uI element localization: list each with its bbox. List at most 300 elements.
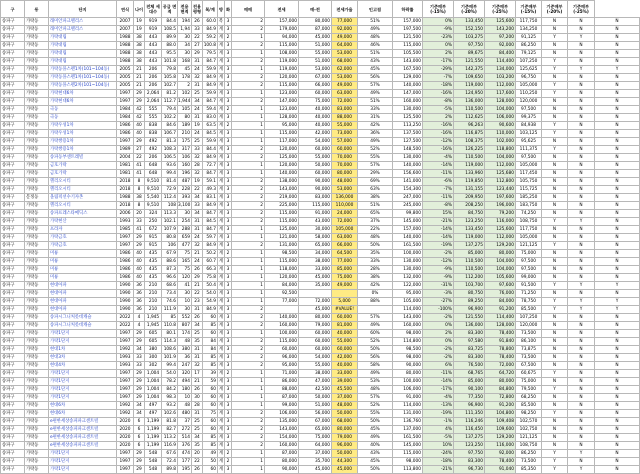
- table-cell[interactable]: N: [568, 154, 595, 162]
- table-cell[interactable]: 143,000: [393, 58, 423, 66]
- table-cell[interactable]: N: [568, 106, 595, 114]
- table-cell[interactable]: 계: [218, 458, 224, 464]
- table-cell[interactable]: 135,000: [265, 418, 299, 426]
- table-cell[interactable]: N: [542, 346, 568, 354]
- table-cell[interactable]: 97,500: [516, 106, 542, 114]
- table-cell[interactable]: 114.3: [162, 338, 178, 346]
- table-cell[interactable]: N: [595, 210, 640, 218]
- table-cell[interactable]: 36: [178, 354, 192, 362]
- table-row[interactable]: [1, 330, 640, 338]
- table-cell[interactable]: 103,125: [516, 130, 542, 138]
- table-cell[interactable]: N: [595, 138, 640, 146]
- table-cell[interactable]: 99,375: [516, 114, 542, 122]
- table-cell[interactable]: 1,004: [145, 386, 162, 394]
- table-cell[interactable]: 88.6: [162, 258, 178, 266]
- table-cell[interactable]: 57%: [358, 162, 393, 170]
- table-cell[interactable]: 197,500: [393, 26, 423, 34]
- table-cell[interactable]: 계: [218, 442, 224, 448]
- table-cell[interactable]: 송파구: [1, 18, 25, 26]
- table-cell[interactable]: 84.9: [203, 242, 218, 250]
- table-cell[interactable]: 39,000: [332, 378, 358, 386]
- table-cell[interactable]: 140,000: [393, 82, 423, 90]
- table-cell[interactable]: 29: [134, 386, 145, 394]
- table-cell[interactable]: 125,000: [265, 154, 299, 162]
- table-cell[interactable]: 1: [232, 138, 265, 146]
- table-cell[interactable]: N: [542, 42, 568, 50]
- table-cell[interactable]: N: [542, 194, 568, 202]
- table-cell[interactable]: 가락동: [25, 50, 49, 58]
- table-cell[interactable]: 1988: [117, 50, 134, 58]
- table-cell[interactable]: 2: [232, 338, 265, 346]
- table-cell[interactable]: 119,850: [454, 178, 485, 186]
- table-cell[interactable]: 3: [225, 330, 232, 338]
- table-cell[interactable]: 20: [134, 210, 145, 218]
- table-cell[interactable]: N: [568, 442, 595, 450]
- table-cell[interactable]: 2%: [423, 330, 454, 338]
- table-cell[interactable]: N: [595, 18, 640, 26]
- table-cell[interactable]: 현대아파: [49, 282, 117, 290]
- table-cell[interactable]: Y: [542, 34, 568, 42]
- table-cell[interactable]: 39: [203, 370, 218, 378]
- table-row[interactable]: [1, 442, 640, 450]
- table-cell[interactable]: 40%: [358, 442, 393, 450]
- table-cell[interactable]: 30: [178, 290, 192, 298]
- table-cell[interactable]: 63%: [358, 186, 393, 194]
- table-cell[interactable]: 3: [225, 306, 232, 314]
- table-cell[interactable]: 2018: [117, 202, 134, 210]
- table-cell[interactable]: 78,400: [485, 458, 516, 466]
- table-cell[interactable]: 60,000: [265, 346, 299, 354]
- table-cell[interactable]: 143,000: [265, 426, 299, 434]
- table-cell[interactable]: 3: [225, 346, 232, 354]
- table-cell[interactable]: 프라자: [49, 226, 117, 234]
- table-cell[interactable]: 1986: [117, 122, 134, 130]
- table-cell[interactable]: 84: [203, 338, 218, 346]
- table-cell[interactable]: 극동: [49, 114, 117, 122]
- table-cell[interactable]: 49%: [358, 434, 393, 442]
- table-cell[interactable]: 가락동: [25, 346, 49, 354]
- table-cell[interactable]: 210: [145, 290, 162, 298]
- table-cell[interactable]: 가락동: [25, 114, 49, 122]
- table-cell[interactable]: 79,125: [516, 50, 542, 58]
- table-cell[interactable]: 송파구: [1, 330, 25, 338]
- table-cell[interactable]: 1997: [117, 90, 134, 98]
- table-cell[interactable]: 31: [192, 306, 203, 314]
- table-cell[interactable]: 가락동: [25, 394, 49, 402]
- table-cell[interactable]: 98.3: [162, 394, 178, 402]
- table-cell[interactable]: 송파구: [1, 202, 25, 210]
- table-cell[interactable]: 477: [178, 242, 192, 250]
- table-cell[interactable]: 74.6: [162, 298, 178, 306]
- table-cell[interactable]: 29: [134, 450, 145, 458]
- table-cell[interactable]: 96,900: [454, 306, 485, 314]
- table-cell[interactable]: 128,000: [265, 114, 299, 122]
- table-cell[interactable]: N: [542, 322, 568, 330]
- table-cell[interactable]: Y: [568, 34, 595, 42]
- table-cell[interactable]: 3: [225, 98, 232, 106]
- table-cell[interactable]: 33,000: [299, 266, 332, 274]
- table-cell[interactable]: 129,000: [393, 74, 423, 82]
- column-header[interactable]: 전세: [265, 1, 299, 18]
- table-cell[interactable]: 49.3: [203, 186, 218, 194]
- table-cell[interactable]: 가락동: [25, 282, 49, 290]
- table-cell[interactable]: 443: [145, 42, 162, 50]
- table-cell[interactable]: 50%: [358, 466, 393, 474]
- table-cell[interactable]: -14%: [423, 234, 454, 242]
- table-cell[interactable]: 가락1단지: [49, 370, 117, 378]
- table-cell[interactable]: 복: [218, 18, 224, 24]
- table-cell[interactable]: 2018: [117, 178, 134, 186]
- table-cell[interactable]: 86,000: [265, 378, 299, 386]
- table-cell[interactable]: 59.9: [203, 90, 218, 98]
- table-cell[interactable]: 72.9: [162, 186, 178, 194]
- table-cell[interactable]: 136,760: [393, 418, 423, 426]
- table-cell[interactable]: 133,450: [454, 18, 485, 26]
- table-cell[interactable]: 1: [232, 290, 265, 298]
- table-cell[interactable]: 계: [218, 370, 224, 376]
- table-cell[interactable]: 120,000: [265, 74, 299, 82]
- table-cell[interactable]: 67,500: [516, 362, 542, 370]
- column-header[interactable]: 전용 면적: [178, 1, 192, 18]
- table-cell[interactable]: -8%: [423, 98, 454, 106]
- table-cell[interactable]: 26: [192, 18, 203, 26]
- table-cell[interactable]: 1: [232, 34, 265, 42]
- table-cell[interactable]: -3%: [423, 290, 454, 298]
- table-cell[interactable]: 1988: [117, 58, 134, 66]
- table-cell[interactable]: N: [568, 242, 595, 250]
- table-cell[interactable]: 1: [232, 250, 265, 258]
- table-cell[interactable]: 115,000: [265, 210, 299, 218]
- table-cell[interactable]: 2: [232, 314, 265, 322]
- table-cell[interactable]: 3: [225, 202, 232, 210]
- table-cell[interactable]: 금호가락: [49, 162, 117, 170]
- table-cell[interactable]: 1985: [117, 226, 134, 234]
- table-cell[interactable]: 30,000: [299, 226, 332, 234]
- table-cell[interactable]: 108,000: [265, 50, 299, 58]
- table-cell[interactable]: 141,000: [393, 178, 423, 186]
- table-cell[interactable]: 605: [145, 330, 162, 338]
- table-cell[interactable]: 송파구: [1, 186, 25, 194]
- table-cell[interactable]: 송파구: [1, 98, 25, 106]
- table-cell[interactable]: 49%: [358, 90, 393, 98]
- table-cell[interactable]: 53,000: [332, 74, 358, 82]
- table-cell[interactable]: N: [542, 98, 568, 106]
- table-cell[interactable]: 1990: [117, 298, 134, 306]
- table-cell[interactable]: 가락동: [25, 234, 49, 242]
- table-row[interactable]: [1, 42, 640, 50]
- table-cell[interactable]: N: [595, 50, 640, 58]
- table-cell[interactable]: 41: [178, 282, 192, 290]
- table-cell[interactable]: 계: [218, 258, 224, 264]
- table-cell[interactable]: 1,945: [145, 322, 162, 330]
- table-cell[interactable]: 104,000: [485, 154, 516, 162]
- table-cell[interactable]: 29: [192, 274, 203, 282]
- table-cell[interactable]: 1,004: [145, 370, 162, 378]
- table-cell[interactable]: 81.8: [162, 418, 178, 426]
- table-cell[interactable]: 60: [203, 386, 218, 394]
- table-cell[interactable]: -11%: [423, 370, 454, 378]
- table-cell[interactable]: Y: [542, 466, 568, 474]
- table-cell[interactable]: 80,750: [454, 290, 485, 298]
- table-cell[interactable]: 계: [218, 74, 224, 80]
- table-cell[interactable]: 60,000: [332, 346, 358, 354]
- table-cell[interactable]: 115,000: [265, 82, 299, 90]
- table-cell[interactable]: 22%: [358, 226, 393, 234]
- table-cell[interactable]: -1%: [423, 418, 454, 426]
- table-cell[interactable]: 161,500: [393, 242, 423, 250]
- table-cell[interactable]: 38%: [358, 274, 393, 282]
- table-cell[interactable]: 80,000: [299, 18, 332, 26]
- table-cell[interactable]: 145,000: [393, 218, 423, 226]
- table-cell[interactable]: 548: [145, 458, 162, 466]
- table-cell[interactable]: 미륭: [49, 274, 117, 282]
- table-cell[interactable]: N: [568, 330, 595, 338]
- table-cell[interactable]: 1997: [117, 370, 134, 378]
- table-row[interactable]: [1, 50, 640, 58]
- table-cell[interactable]: 헬리오시티: [49, 186, 117, 194]
- table-cell[interactable]: 81.3: [162, 138, 178, 146]
- table-cell[interactable]: 60,000: [299, 90, 332, 98]
- table-cell[interactable]: 2: [232, 42, 265, 50]
- table-row[interactable]: [1, 274, 640, 282]
- table-cell[interactable]: 1993: [117, 218, 134, 226]
- table-cell[interactable]: 송파구: [1, 82, 25, 90]
- table-cell[interactable]: 가락동: [25, 362, 49, 370]
- column-header[interactable]: 동: [25, 1, 49, 18]
- table-cell[interactable]: #VALUE!: [332, 306, 358, 314]
- table-cell[interactable]: 가락동: [25, 322, 49, 330]
- table-cell[interactable]: 30: [178, 34, 192, 42]
- table-cell[interactable]: Y: [595, 282, 640, 290]
- table-cell[interactable]: 27: [192, 42, 203, 50]
- table-cell[interactable]: 120,000: [516, 322, 542, 330]
- table-cell[interactable]: 120,000: [265, 146, 299, 154]
- table-cell[interactable]: N: [595, 402, 640, 410]
- table-cell[interactable]: 99,000: [516, 274, 542, 282]
- table-cell[interactable]: -9%: [423, 26, 454, 34]
- table-cell[interactable]: 29: [134, 394, 145, 402]
- table-cell[interactable]: N: [568, 122, 595, 130]
- table-cell[interactable]: 3: [225, 402, 232, 410]
- table-cell[interactable]: 115,000: [265, 218, 299, 226]
- table-cell[interactable]: N: [568, 90, 595, 98]
- table-cell[interactable]: 2: [225, 106, 232, 114]
- table-cell[interactable]: 113,800: [393, 466, 423, 474]
- table-cell[interactable]: 송파구: [1, 194, 25, 202]
- table-cell[interactable]: 계: [218, 338, 224, 344]
- table-cell[interactable]: 123,000: [265, 90, 299, 98]
- table-cell[interactable]: 가락동: [25, 178, 49, 186]
- table-cell[interactable]: 131,000: [393, 410, 423, 418]
- table-cell[interactable]: 금호가락: [49, 170, 117, 178]
- table-cell[interactable]: Y: [568, 218, 595, 226]
- table-cell[interactable]: 1990: [117, 290, 134, 298]
- table-cell[interactable]: 60: [203, 330, 218, 338]
- table-cell[interactable]: 101.8: [162, 58, 178, 66]
- table-cell[interactable]: Y: [542, 146, 568, 154]
- table-cell[interactable]: 송파구: [1, 370, 25, 378]
- table-cell[interactable]: 84.7: [203, 58, 218, 66]
- table-cell[interactable]: 계: [218, 202, 224, 208]
- table-cell[interactable]: 57%: [358, 314, 393, 322]
- table-cell[interactable]: 가락동: [25, 226, 49, 234]
- table-cell[interactable]: N: [595, 90, 640, 98]
- table-cell[interactable]: 112.7: [162, 98, 178, 106]
- table-cell[interactable]: N: [595, 250, 640, 258]
- table-cell[interactable]: 125,500: [393, 114, 423, 122]
- table-row[interactable]: [1, 122, 640, 130]
- table-cell[interactable]: 34: [192, 322, 203, 330]
- table-cell[interactable]: 113,250: [393, 122, 423, 130]
- table-cell[interactable]: 125,600: [485, 226, 516, 234]
- table-cell[interactable]: 91,200: [485, 306, 516, 314]
- table-cell[interactable]: 22: [134, 154, 145, 162]
- table-cell[interactable]: 1: [232, 266, 265, 274]
- table-cell[interactable]: 123,250: [454, 218, 485, 226]
- table-cell[interactable]: N: [595, 42, 640, 50]
- table-cell[interactable]: 66,000: [332, 242, 358, 250]
- table-cell[interactable]: 108: [162, 202, 178, 210]
- table-cell[interactable]: N: [595, 362, 640, 370]
- table-cell[interactable]: 송파구: [1, 450, 25, 458]
- table-cell[interactable]: 119,000: [454, 82, 485, 90]
- table-cell[interactable]: 31: [192, 58, 203, 66]
- table-cell[interactable]: 22: [192, 186, 203, 194]
- table-cell[interactable]: N: [595, 338, 640, 346]
- table-cell[interactable]: 40,000: [332, 330, 358, 338]
- table-cell[interactable]: 송파구: [1, 226, 25, 234]
- table-cell[interactable]: 487: [178, 178, 192, 186]
- table-cell[interactable]: 1997: [117, 338, 134, 346]
- table-cell[interactable]: 80,000: [265, 458, 299, 466]
- table-cell[interactable]: 83,725: [454, 346, 485, 354]
- table-cell[interactable]: 3: [225, 178, 232, 186]
- table-row[interactable]: [1, 26, 640, 34]
- table-row[interactable]: [1, 106, 640, 114]
- table-cell[interactable]: N: [568, 210, 595, 218]
- table-cell[interactable]: 65,000: [299, 242, 332, 250]
- table-cell[interactable]: -5%: [423, 106, 454, 114]
- table-cell[interactable]: 35,000: [299, 282, 332, 290]
- table-row[interactable]: [1, 210, 640, 218]
- table-cell[interactable]: 송파구: [1, 130, 25, 138]
- table-cell[interactable]: 68.6: [162, 282, 178, 290]
- table-cell[interactable]: 가락동: [25, 106, 49, 114]
- table-cell[interactable]: 90,000: [265, 466, 299, 474]
- table-cell[interactable]: 가락동: [25, 218, 49, 226]
- table-cell[interactable]: 송파구: [1, 178, 25, 186]
- table-cell[interactable]: 계: [218, 138, 224, 144]
- table-cell[interactable]: 54.9: [203, 298, 218, 306]
- table-cell[interactable]: 83.0: [203, 114, 218, 122]
- table-cell[interactable]: 가락동: [25, 266, 49, 274]
- table-cell[interactable]: 105,000: [516, 162, 542, 170]
- table-cell[interactable]: 85: [162, 314, 178, 322]
- table-cell[interactable]: N: [568, 290, 595, 298]
- table-cell[interactable]: 89,675: [454, 50, 485, 58]
- table-cell[interactable]: 2: [178, 82, 192, 90]
- table-cell[interactable]: 64,720: [485, 370, 516, 378]
- table-cell[interactable]: 112,200: [454, 274, 485, 282]
- table-cell[interactable]: 1: [232, 386, 265, 394]
- table-cell[interactable]: 132,000: [393, 274, 423, 282]
- table-row[interactable]: [1, 82, 640, 90]
- table-cell[interactable]: N: [595, 354, 640, 362]
- table-cell[interactable]: 179,000: [265, 26, 299, 34]
- table-cell[interactable]: 72.4: [162, 458, 178, 466]
- table-cell[interactable]: 300: [145, 354, 162, 362]
- table-cell[interactable]: 807: [178, 322, 192, 330]
- table-cell[interactable]: 84,000: [265, 282, 299, 290]
- table-cell[interactable]: 100,000: [393, 250, 423, 258]
- table-cell[interactable]: 2018: [117, 186, 134, 194]
- table-cell[interactable]: 32: [192, 170, 203, 178]
- table-cell[interactable]: 98,500: [265, 250, 299, 258]
- table-cell[interactable]: 가락현대6차: [49, 90, 117, 98]
- table-cell[interactable]: 송파구: [1, 394, 25, 402]
- table-cell[interactable]: 24: [192, 106, 203, 114]
- table-cell[interactable]: e편한세상송파파크센트럴: [49, 434, 117, 442]
- table-cell[interactable]: [265, 306, 299, 314]
- table-cell[interactable]: 121,125: [516, 434, 542, 442]
- table-cell[interactable]: 현대아파: [49, 290, 117, 298]
- table-cell[interactable]: 112,000: [485, 162, 516, 170]
- table-cell[interactable]: 2: [232, 442, 265, 450]
- table-cell[interactable]: N: [568, 434, 595, 442]
- table-cell[interactable]: 55,000: [299, 154, 332, 162]
- table-cell[interactable]: N: [542, 426, 568, 434]
- table-cell[interactable]: N: [595, 34, 640, 42]
- table-cell[interactable]: N: [542, 138, 568, 146]
- table-cell[interactable]: 2: [232, 74, 265, 82]
- table-cell[interactable]: 84,000: [485, 298, 516, 306]
- table-cell[interactable]: 117,750: [516, 18, 542, 26]
- table-cell[interactable]: -27%: [423, 298, 454, 306]
- table-cell[interactable]: 137,500: [393, 130, 423, 138]
- table-cell[interactable]: 2022: [117, 322, 134, 330]
- table-cell[interactable]: 1986: [117, 258, 134, 266]
- table-row[interactable]: [1, 194, 640, 202]
- table-cell[interactable]: 130,000: [393, 266, 423, 274]
- table-cell[interactable]: 38%: [358, 194, 393, 202]
- table-cell[interactable]: 계: [218, 250, 224, 256]
- table-cell[interactable]: Y: [542, 282, 568, 290]
- table-cell[interactable]: 103,275: [454, 34, 485, 42]
- table-cell[interactable]: 송파프레스타메딕스: [49, 210, 117, 218]
- table-cell[interactable]: 225,000: [265, 202, 299, 210]
- table-cell[interactable]: 492: [145, 146, 162, 154]
- column-header[interactable]: 기준매부 (-20%): [454, 1, 485, 18]
- table-cell[interactable]: 계: [218, 122, 224, 128]
- table-cell[interactable]: 117,750: [516, 226, 542, 234]
- table-cell[interactable]: Y: [568, 298, 595, 306]
- table-cell[interactable]: 29: [134, 370, 145, 378]
- table-row[interactable]: [1, 186, 640, 194]
- table-cell[interactable]: 9,510: [145, 202, 162, 210]
- table-cell[interactable]: 51,000: [299, 42, 332, 50]
- table-cell[interactable]: 34: [134, 410, 145, 418]
- table-cell[interactable]: N: [542, 162, 568, 170]
- table-cell[interactable]: 2: [232, 98, 265, 106]
- table-cell[interactable]: 1,199: [145, 426, 162, 434]
- table-cell[interactable]: 105,000: [516, 234, 542, 242]
- table-cell[interactable]: 33%: [358, 106, 393, 114]
- table-cell[interactable]: 33: [192, 26, 203, 34]
- table-cell[interactable]: 108.3: [162, 146, 178, 154]
- table-cell[interactable]: 86,250: [516, 42, 542, 50]
- table-cell[interactable]: 84,800: [485, 386, 516, 394]
- table-cell[interactable]: 6: [134, 418, 145, 426]
